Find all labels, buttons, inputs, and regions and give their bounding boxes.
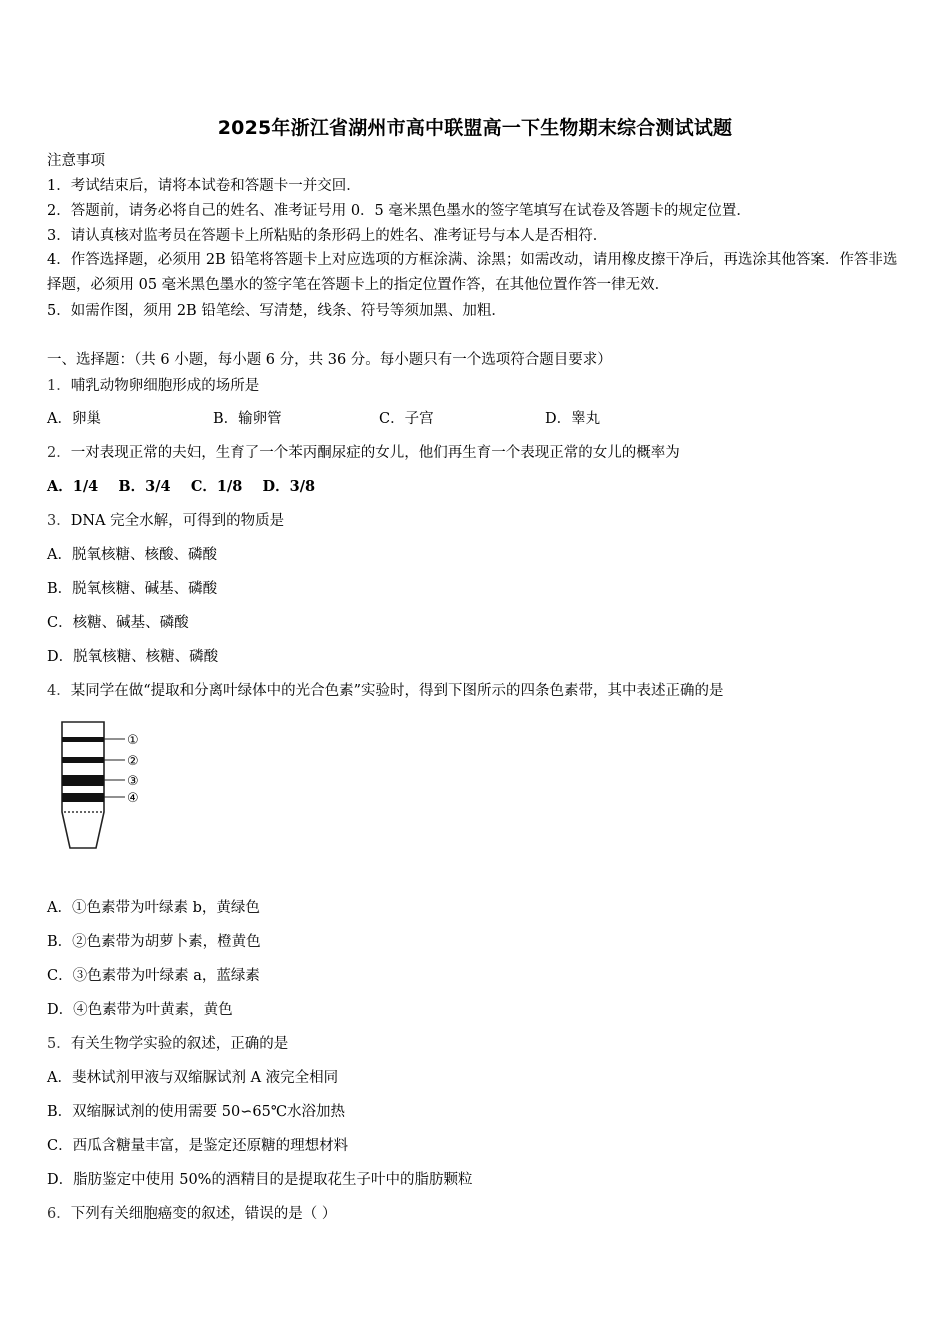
option-d[interactable]: D．脱氧核糖、核糖、磷酸 — [47, 649, 219, 665]
chromatography-strip-diagram — [40, 718, 160, 858]
question-2 — [47, 443, 680, 463]
option-a[interactable]: A．脱氧核糖、核酸、磷酸 — [47, 547, 217, 563]
pigment-chromatography-figure — [40, 718, 160, 862]
option-a[interactable]: A．卵巢 — [47, 411, 101, 427]
notice-item: 1．考试结束后，请将本试卷和答题卡一并交回． — [47, 178, 361, 194]
question-stem: 有关生物学实验的叙述，正确的是 — [70, 1036, 289, 1052]
question-number: 4． — [47, 683, 71, 699]
notice-item: 4．作答选择题，必须用 2B 铅笔将答题卡上对应选项的方框涂满、涂黑；如需改动，请用橡皮擦干净后，再选涂其他答案．作答非选择题，必须用 05 毫米黑色墨水的签字笔在答题卡上的指定位置作答，在其他位置作答一律无效． — [47, 252, 898, 293]
question-1-options — [47, 409, 711, 429]
option-a[interactable]: A．①色素带为叶绿素 b，黄绿色 — [47, 900, 260, 916]
notice-item: 3．请认真核对监考员在答题卡上所粘贴的条形码上的姓名、准考证号与本人是否相符． — [47, 228, 608, 244]
band-label-1: ① — [127, 733, 139, 748]
question-6 — [47, 1204, 336, 1224]
band-label-2: ② — [127, 754, 139, 769]
option-c[interactable]: C．子宫 — [379, 411, 434, 427]
option-d[interactable]: D．睾丸 — [545, 411, 601, 427]
option-b[interactable]: B．双缩脲试剂的使用需要 50∽65℃水浴加热 — [47, 1104, 346, 1120]
pigment-band-1 — [62, 737, 104, 742]
question-3 — [47, 511, 284, 531]
option-b[interactable]: B．②色素带为胡萝卜素，橙黄色 — [47, 934, 261, 950]
question-2-options[interactable]: A．1/4 B．3/4 C．1/8 D．3/8 — [47, 478, 316, 495]
option-c[interactable]: C．核糖、碱基、磷酸 — [47, 615, 189, 631]
option-d[interactable]: D．④色素带为叶黄素，黄色 — [47, 1002, 233, 1018]
option-b[interactable]: B．脱氧核糖、碱基、磷酸 — [47, 581, 218, 597]
option-c[interactable]: C．③色素带为叶绿素 a，蓝绿素 — [47, 968, 260, 984]
question-number: 2． — [47, 445, 71, 461]
section-heading: 一、选择题：（共 6 小题，每小题 6 分，共 36 分。每小题只有一个选项符合题目要求） — [47, 352, 612, 368]
question-stem: 下列有关细胞癌变的叙述，错误的是（ ） — [70, 1206, 337, 1222]
notice-item: 2．答题前，请务必将自己的姓名、准考证号用 0．5 毫米黑色墨水的签字笔填写在试卷及答题卡的规定位置． — [47, 203, 751, 219]
question-5 — [47, 1034, 288, 1054]
pigment-band-2 — [62, 757, 104, 763]
option-c[interactable]: C．西瓜含糖量丰富，是鉴定还原糖的理想材料 — [47, 1138, 349, 1154]
question-4 — [47, 681, 724, 701]
question-stem: 某同学在做“提取和分离叶绿体中的光合色素”实验时，得到下图所示的四条色素带，其中表述正确的是 — [70, 683, 724, 699]
option-a[interactable]: A．斐林试剂甲液与双缩脲试剂 A 液完全相同 — [47, 1070, 339, 1086]
band-label-4: ④ — [127, 791, 139, 806]
band-label-3: ③ — [127, 774, 139, 789]
question-number: 5． — [47, 1036, 71, 1052]
question-number: 6． — [47, 1206, 71, 1222]
question-number: 1． — [47, 378, 71, 394]
notice-item: 5．如需作图，须用 2B 铅笔绘、写清楚，线条、符号等须加黑、加粗． — [47, 303, 506, 319]
pigment-band-4 — [62, 793, 104, 802]
question-1 — [47, 376, 259, 396]
question-stem: DNA 完全水解，可得到的物质是 — [70, 513, 285, 529]
question-stem: 一对表现正常的夫妇，生育了一个苯丙酮尿症的女儿，他们再生育一个表现正常的女儿的概率为 — [70, 445, 680, 461]
option-d[interactable]: D．脂肪鉴定中使用 50%的酒精目的是提取花生子叶中的脂肪颗粒 — [47, 1172, 473, 1188]
question-stem: 哺乳动物卵细胞形成的场所是 — [70, 378, 260, 394]
notice-heading: 注意事项 — [47, 153, 105, 169]
option-b[interactable]: B．输卵管 — [213, 411, 282, 427]
pigment-band-3 — [62, 775, 104, 786]
question-number: 3． — [47, 513, 71, 529]
page-title: 2025年浙江省湖州市高中联盟高一下生物期末综合测试试题 — [217, 117, 733, 139]
